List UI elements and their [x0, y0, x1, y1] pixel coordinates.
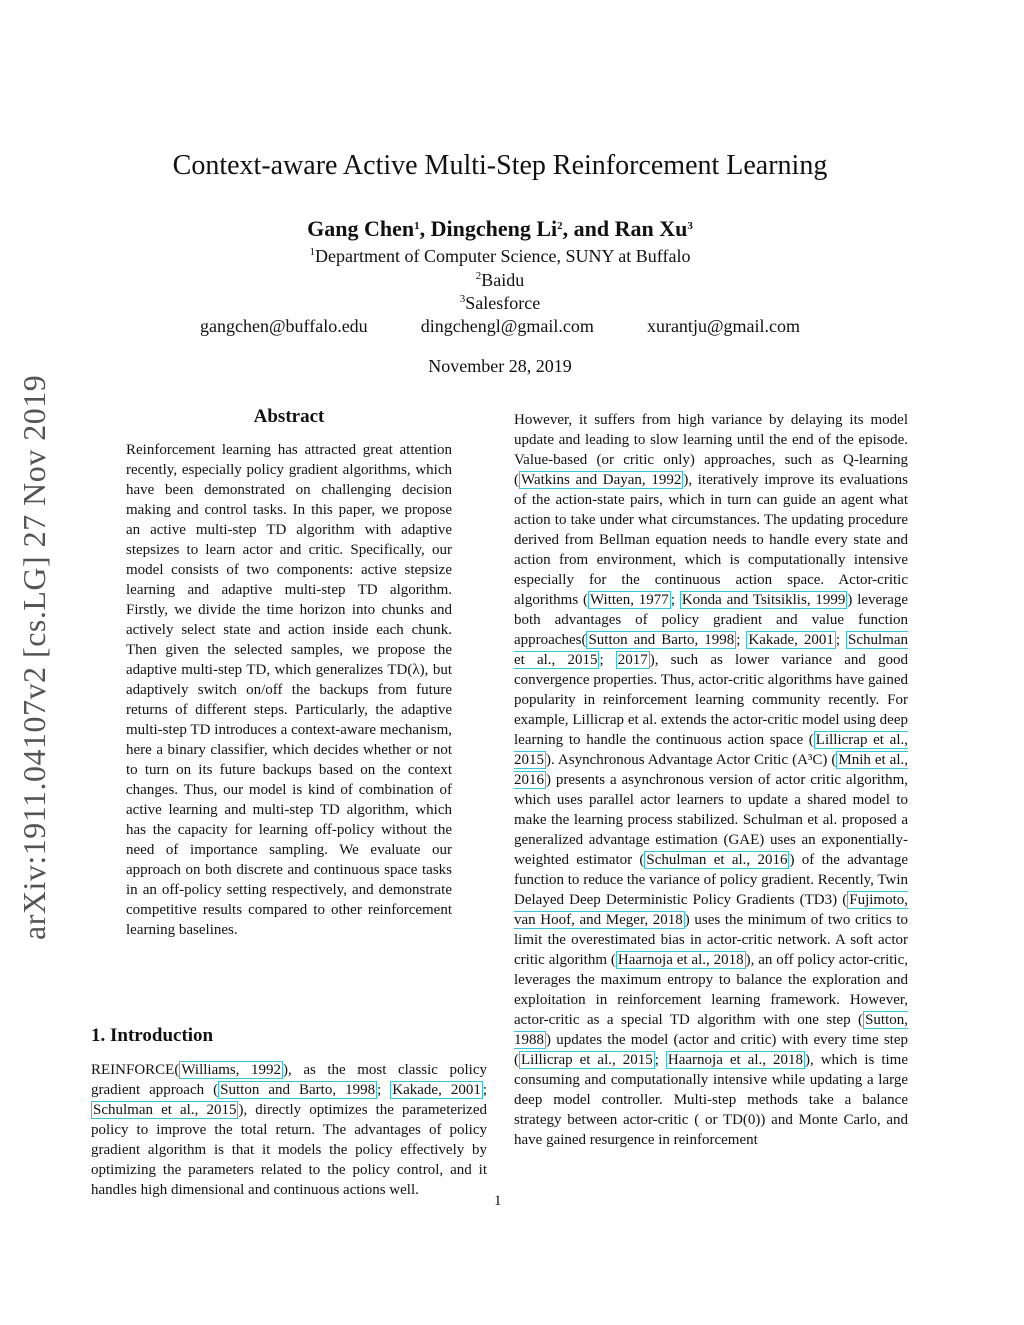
affiliation-line — [0, 246, 1000, 267]
citation-link[interactable]: Kakade, 2001 — [392, 1082, 481, 1098]
page-number: 1 — [494, 1193, 502, 1209]
affiliation-line — [0, 270, 1000, 291]
email-address: gangchen@buffalo.edu — [200, 316, 368, 336]
affiliation-mark: 2 — [475, 270, 482, 282]
citation-link[interactable]: Witten, 1977 — [590, 592, 669, 608]
right-column-body — [514, 410, 908, 1150]
introduction-body — [91, 1060, 487, 1200]
citation-link[interactable]: Haarnoja et al., 2018 — [617, 952, 744, 968]
paper-title: Context-aware Active Multi-Step Reinforcement Learning — [172, 150, 828, 181]
body-text: ) uses the minimum of two critics to limit the overestimated bias in actor-critic network. A soft actor critic algorithm ( — [514, 912, 908, 968]
body-text: ), such as lower variance and good convergence properties. Thus, actor-critic algorithms have gained popularity in reinforcement learning community recently. For example, Lillicrap et al. extends the actor-critic model using deep learning to handle the continuous action space ( — [514, 652, 909, 748]
author-list — [0, 216, 1000, 242]
body-text: ; — [482, 1082, 488, 1098]
body-text: ; — [654, 1052, 666, 1068]
author-name: Gang Chen — [307, 216, 415, 241]
arxiv-identifier: arXiv:1911.04107v2 [cs.LG] 27 Nov 2019 — [16, 374, 52, 940]
abstract-body: Reinforcement learning has attracted great attention recently, especially policy gradient algorithms, which have been demonstrated on challenging decision making and control tasks. In this paper, we propose an active multi-step TD algorithm with adaptive stepsizes to learn actor and critic. Specifically, our model consists of two components: active stepsize learning and adaptive multi-step TD algorithm. Firstly, we divide the time horizon into chunks and actively select state and action inside each chunk. Then given the selected samples, we propose the adaptive multi-step TD, which generalizes TD(λ), but adaptively switch on/off the backups from future returns of different steps. Particularly, the adaptive multi-step TD introduces a context-aware mechanism, here a binary classifier, which decides whether or not to turn on its future backups based on the context changes. Thus, our model is kind of combination of active learning and multi-step TD algorithm, which has the capacity for learning off-policy without the need of importance sampling. We evaluate our approach on both discrete and continuous space tasks in an off-policy setting respectively, and demonstrate competitive results compared to other reinforcement learning baselines. — [126, 442, 452, 938]
author-affiliation-mark: 1 — [414, 220, 420, 232]
paper-date: November 28, 2019 — [428, 356, 572, 376]
body-text: ; — [736, 632, 747, 648]
body-text: ; — [670, 592, 680, 608]
body-text: ; — [835, 632, 846, 648]
body-text: ), iteratively improve its evaluations of the action-state pairs, which in turn can guide an agent what action to take under what circumstances. The updating procedure derived from Bellman equation needs to handle every state and action from environment, which is computationally intensive especially for the continuous action space. Actor-critic algorithms ( — [514, 472, 908, 608]
body-text: ) of the advantage function to reduce the variance of policy gradient. Recently, Twin Delayed Deep Deterministic Policy Gradients (TD3) ( — [514, 852, 908, 908]
body-text: ) updates the model (actor and critic) with every time step ( — [514, 1032, 908, 1068]
body-text: ; — [377, 1082, 391, 1098]
body-text: ), which is time consuming and computationally intensive while updating a large deep model controller. Multi-step methods take a balance strategy between actor-critic ( or TD(0)) and Monte Carlo, and have gained resurgence in reinforcement — [514, 1052, 909, 1148]
citation-link[interactable]: Mnih et al., 2016 — [514, 752, 908, 788]
citation-link[interactable]: Sutton and Barto, 1998 — [588, 632, 735, 648]
affiliation-text: Department of Computer Science, SUNY at Buffalo — [315, 246, 691, 266]
citation-link[interactable]: Williams, 1992 — [181, 1062, 282, 1078]
body-text: ; — [599, 652, 616, 668]
body-text: ) presents a asynchronous version of actor critic algorithm, which uses parallel actor learners to update a shared model to make the learning process stabilized. Schulman et al. proposed a generalized advantage estimation (GAE) uses an exponentially-weighted estimator ( — [514, 772, 908, 868]
author-name: Dingcheng Li — [430, 216, 558, 241]
author-separator: , — [419, 216, 431, 241]
citation-link[interactable]: Sutton and Barto, 1998 — [220, 1082, 376, 1098]
email-list — [200, 316, 800, 337]
citation-link[interactable]: Schulman et al., 2015 — [93, 1102, 237, 1118]
body-text: However, it suffers from high variance by delaying its model update and leading to slow learning until the end of the episode. Value-based (or critic only) approaches, such as Q-learning ( — [514, 412, 908, 488]
citation-link[interactable]: 2017 — [617, 652, 648, 668]
affiliation-mark: 1 — [309, 246, 316, 258]
body-text: ), directly optimizes the parameterized policy to improve the total return. The advantages of policy gradient algorithm is that it models the policy effectively by optimizing the parameters related to the policy control, and it handles high dimensional and continuous actions well. — [91, 1102, 487, 1198]
body-text: ), an off policy actor-critic, leverages the maximum entropy to balance the exploration and exploitation in reinforcement learning framework. However, actor-critic as a special TD algorithm with one step ( — [514, 952, 908, 1028]
abstract-heading: Abstract — [253, 406, 325, 427]
email-address: dingchengl@gmail.com — [420, 316, 594, 336]
author-name: Ran Xu — [614, 216, 688, 241]
affiliation-text: Baidu — [481, 270, 525, 290]
citation-link[interactable]: Schulman et al., 2016 — [646, 852, 788, 868]
author-separator: , and — [562, 216, 615, 241]
body-text: ), as the most classic policy gradient approach ( — [91, 1062, 488, 1098]
citation-link[interactable]: Sutton, 1988 — [514, 1012, 908, 1048]
affiliation-mark: 3 — [459, 293, 466, 305]
citation-link[interactable]: Kakade, 2001 — [748, 632, 834, 648]
citation-link[interactable]: Konda and Tsitsiklis, 1999 — [681, 592, 846, 608]
author-affiliation-mark: 3 — [687, 220, 693, 232]
citation-link[interactable]: Fujimoto, van Hoof, and Meger, 2018 — [514, 892, 908, 928]
citation-link[interactable]: Lillicrap et al., 2015 — [514, 732, 908, 768]
affiliation-text: Salesforce — [465, 293, 541, 313]
citation-link[interactable]: Lillicrap et al., 2015 — [521, 1052, 653, 1068]
citation-link[interactable]: Schulman et al., 2015 — [514, 632, 908, 668]
affiliation-line — [0, 293, 1000, 314]
body-text: ). Asynchronous Advantage Actor Critic (A³C) ( — [546, 752, 837, 768]
body-text: REINFORCE( — [91, 1062, 180, 1078]
email-address: xurantju@gmail.com — [646, 316, 800, 336]
citation-link[interactable]: Haarnoja et al., 2018 — [667, 1052, 803, 1068]
citation-link[interactable]: Watkins and Dayan, 1992 — [521, 472, 682, 488]
body-text: ) leverage both advantages of policy gradient and value function approaches( — [514, 592, 909, 648]
section-heading: 1. Introduction — [91, 1025, 214, 1046]
author-affiliation-mark: 2 — [557, 220, 563, 232]
